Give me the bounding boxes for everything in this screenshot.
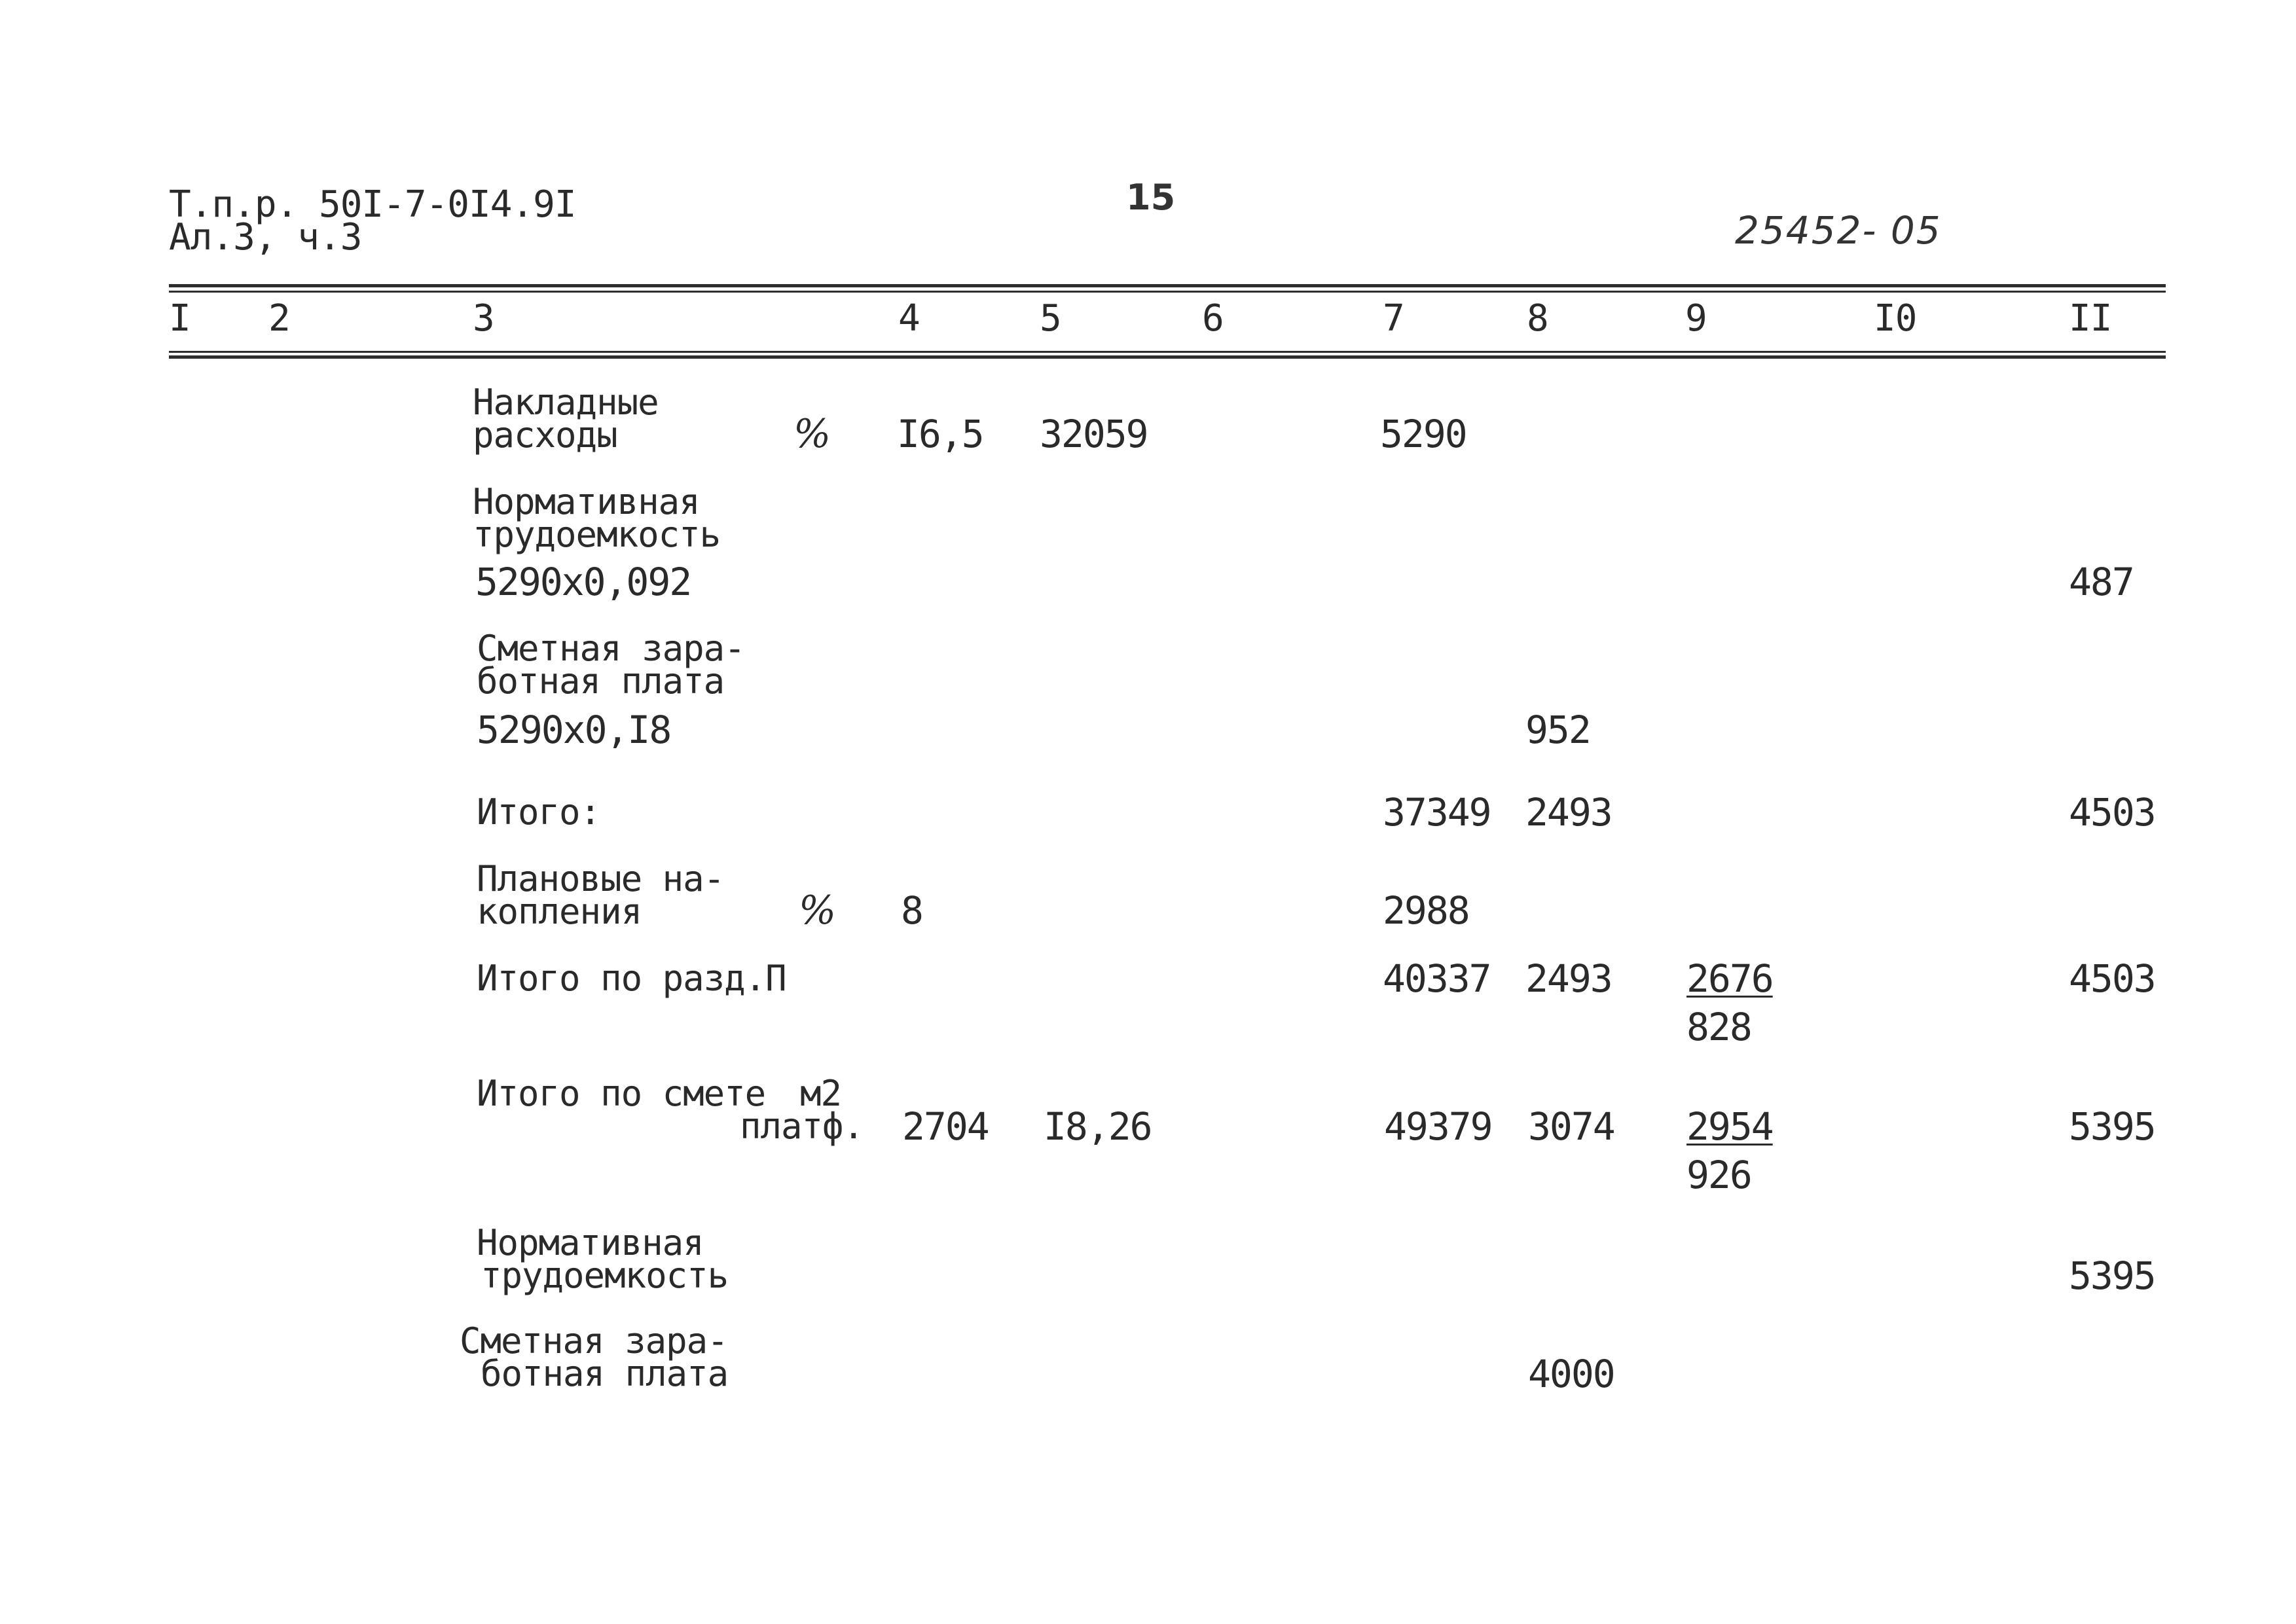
cell-col7: 49379 xyxy=(1384,1104,1492,1149)
column-header: II xyxy=(2069,297,2112,340)
row-label: трудоемкость xyxy=(473,514,721,555)
album-reference: Ал.3, ч.3 xyxy=(169,216,362,259)
table-header-bottom-rule xyxy=(169,355,2166,359)
cell-col4: I6,5 xyxy=(897,412,983,456)
cell-col5: I8,26 xyxy=(1044,1104,1152,1149)
cell-col5: 32059 xyxy=(1040,412,1148,456)
cell-col7: 37349 xyxy=(1383,790,1491,835)
row-label: копления xyxy=(477,891,642,932)
row-label: Итого: xyxy=(477,791,601,833)
column-header: 2 xyxy=(268,297,290,340)
column-header: 7 xyxy=(1383,297,1404,340)
unit-label: м2 xyxy=(800,1073,842,1114)
row-label: Плановые на- xyxy=(477,858,725,899)
handwritten-number: 25452- 05 xyxy=(1735,208,1942,253)
column-header: 4 xyxy=(898,297,920,340)
column-header: 6 xyxy=(1202,297,1224,340)
cell-col11: 5395 xyxy=(2069,1104,2155,1149)
row-label: Нормативная xyxy=(473,481,700,522)
row-label: Нормативная xyxy=(477,1222,704,1263)
row-label: ботная плата xyxy=(477,660,725,702)
row-label: расходы xyxy=(473,414,617,456)
row-formula: 5290х0,092 xyxy=(475,560,691,604)
row-label: ботная плата xyxy=(481,1353,729,1394)
cell-col9-top: 2954 xyxy=(1686,1104,1773,1149)
unit-percent: % xyxy=(793,411,831,457)
cell-col11: 5395 xyxy=(2069,1254,2155,1298)
cell-col9-bottom: 926 xyxy=(1686,1153,1751,1197)
cell-col8: 2493 xyxy=(1525,790,1612,835)
cell-col8: 3074 xyxy=(1528,1104,1614,1149)
cell-col9-top: 2676 xyxy=(1686,956,1773,1001)
cell-col11: 4503 xyxy=(2069,956,2155,1001)
row-label: трудоемкость xyxy=(481,1255,729,1296)
doc-code: Т.п.р. 50I-7-0I4.9I xyxy=(169,183,576,226)
cell-col7: 5290 xyxy=(1380,412,1467,456)
table-top-rule xyxy=(169,284,2166,287)
row-formula: 5290х0,I8 xyxy=(477,708,671,752)
unit-label: платф. xyxy=(740,1106,864,1147)
cell-col8: 4000 xyxy=(1528,1352,1614,1396)
column-header: 3 xyxy=(473,297,494,340)
column-header: 5 xyxy=(1040,297,1061,340)
cell-col11: 4503 xyxy=(2069,790,2155,835)
column-header: I0 xyxy=(1874,297,1917,340)
row-label: Итого по смете xyxy=(477,1073,766,1114)
cell-col8: 2493 xyxy=(1525,956,1612,1001)
row-label: Накладные xyxy=(473,382,659,423)
row-label: Сметная зара- xyxy=(460,1320,728,1362)
cell-col7: 2988 xyxy=(1383,888,1469,933)
cell-col4: 2704 xyxy=(902,1104,989,1149)
page-number: 15 xyxy=(1126,177,1176,218)
column-header: 9 xyxy=(1685,297,1707,340)
column-header: 8 xyxy=(1527,297,1548,340)
cell-col4: 8 xyxy=(901,888,922,933)
table-top-rule-thin xyxy=(169,291,2166,293)
cell-col11: 487 xyxy=(2069,560,2134,604)
column-header: I xyxy=(169,297,191,340)
cell-col7: 40337 xyxy=(1383,956,1491,1001)
table-header-bottom-rule-thin xyxy=(169,351,2166,353)
unit-percent: % xyxy=(799,888,836,933)
row-label: Сметная зара- xyxy=(477,628,745,669)
row-label: Итого по разд.П xyxy=(477,958,786,999)
cell-col9-bottom: 828 xyxy=(1686,1005,1751,1049)
cell-col8: 952 xyxy=(1525,708,1590,752)
